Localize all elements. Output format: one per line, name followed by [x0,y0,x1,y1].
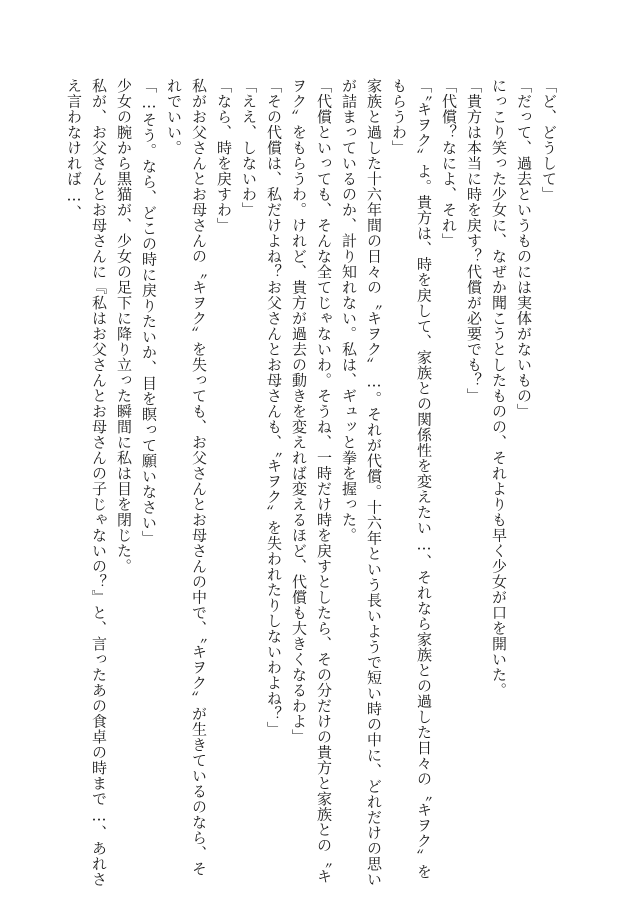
text-line: 「だって、過去というものには実体がないもの」 [515,78,533,419]
text-line: 「その代償は、私だけよね？お父さんとお母さんも、〝キヲク〟を失われたりしないわよね？」 [265,78,283,737]
text-line: 「ええ、しないわ」 [240,78,258,218]
text-line: 「貴方は本当に時を戻す？代償が必要でも？」 [465,78,483,404]
text-line: 家族と過した十六年間の日々の〝キヲク〟…。それが代償。十六年という長いようで短い時の中に、どれだけの思い [365,78,383,887]
text-line: 私がお父さんとお母さんの〝キヲク〟を失っても、お父さんとお母さんの中で、〝キヲク〟が生きているのなら、そ [190,78,208,877]
text-line: 少女の腕から黒猫が、少女の足下に降り立った瞬間に私は目を閉じた。 [115,78,133,574]
text-line: 「なら、時を戻すわ」 [215,78,233,233]
text-line: 「〝キヲク〟よ。貴方は、時を戻して、家族との関係性を変えたい…、それなら家族との過した日々の〝キヲク〟を [415,78,433,880]
text-line: れでいい。 [165,78,183,156]
text-line: 私が、お父さんとお母さんに『私はお父さんとお母さんの子じゃないの？』と、言ったあの食卓の時まで…、あれさ [90,78,108,887]
text-line: 「代償といっても、そんな全てじゃないわ。そうね、一時だけ時を戻すとしたら、その分だけの貴方と家族との〝キ [315,78,333,884]
text-line: 「…そう。なら、どこの時に戻りたいか、目を瞑って願いなさい」 [140,78,158,546]
text-line: が詰まっているのか、計り知れない。私は、ギュッと拳を握った。 [340,78,358,543]
text-line: 「ど、どうして」 [540,78,558,202]
text-line: ヲク〟をもらうわ。けれど、貴方が過去の動きを変えれば変えるほど、代償も大きくなるわよ」 [290,78,308,745]
text-line: え言わなければ…、 [65,78,83,221]
text-line: もらうわ」 [390,78,408,156]
text-line: にっこり笑った少女に、なぜか聞こうとしたものの、それよりも早く少女が口を開いた。 [490,78,508,698]
vertical-text-body [0,78,560,887]
text-line: 「代償？なによ、それ」 [440,78,458,249]
